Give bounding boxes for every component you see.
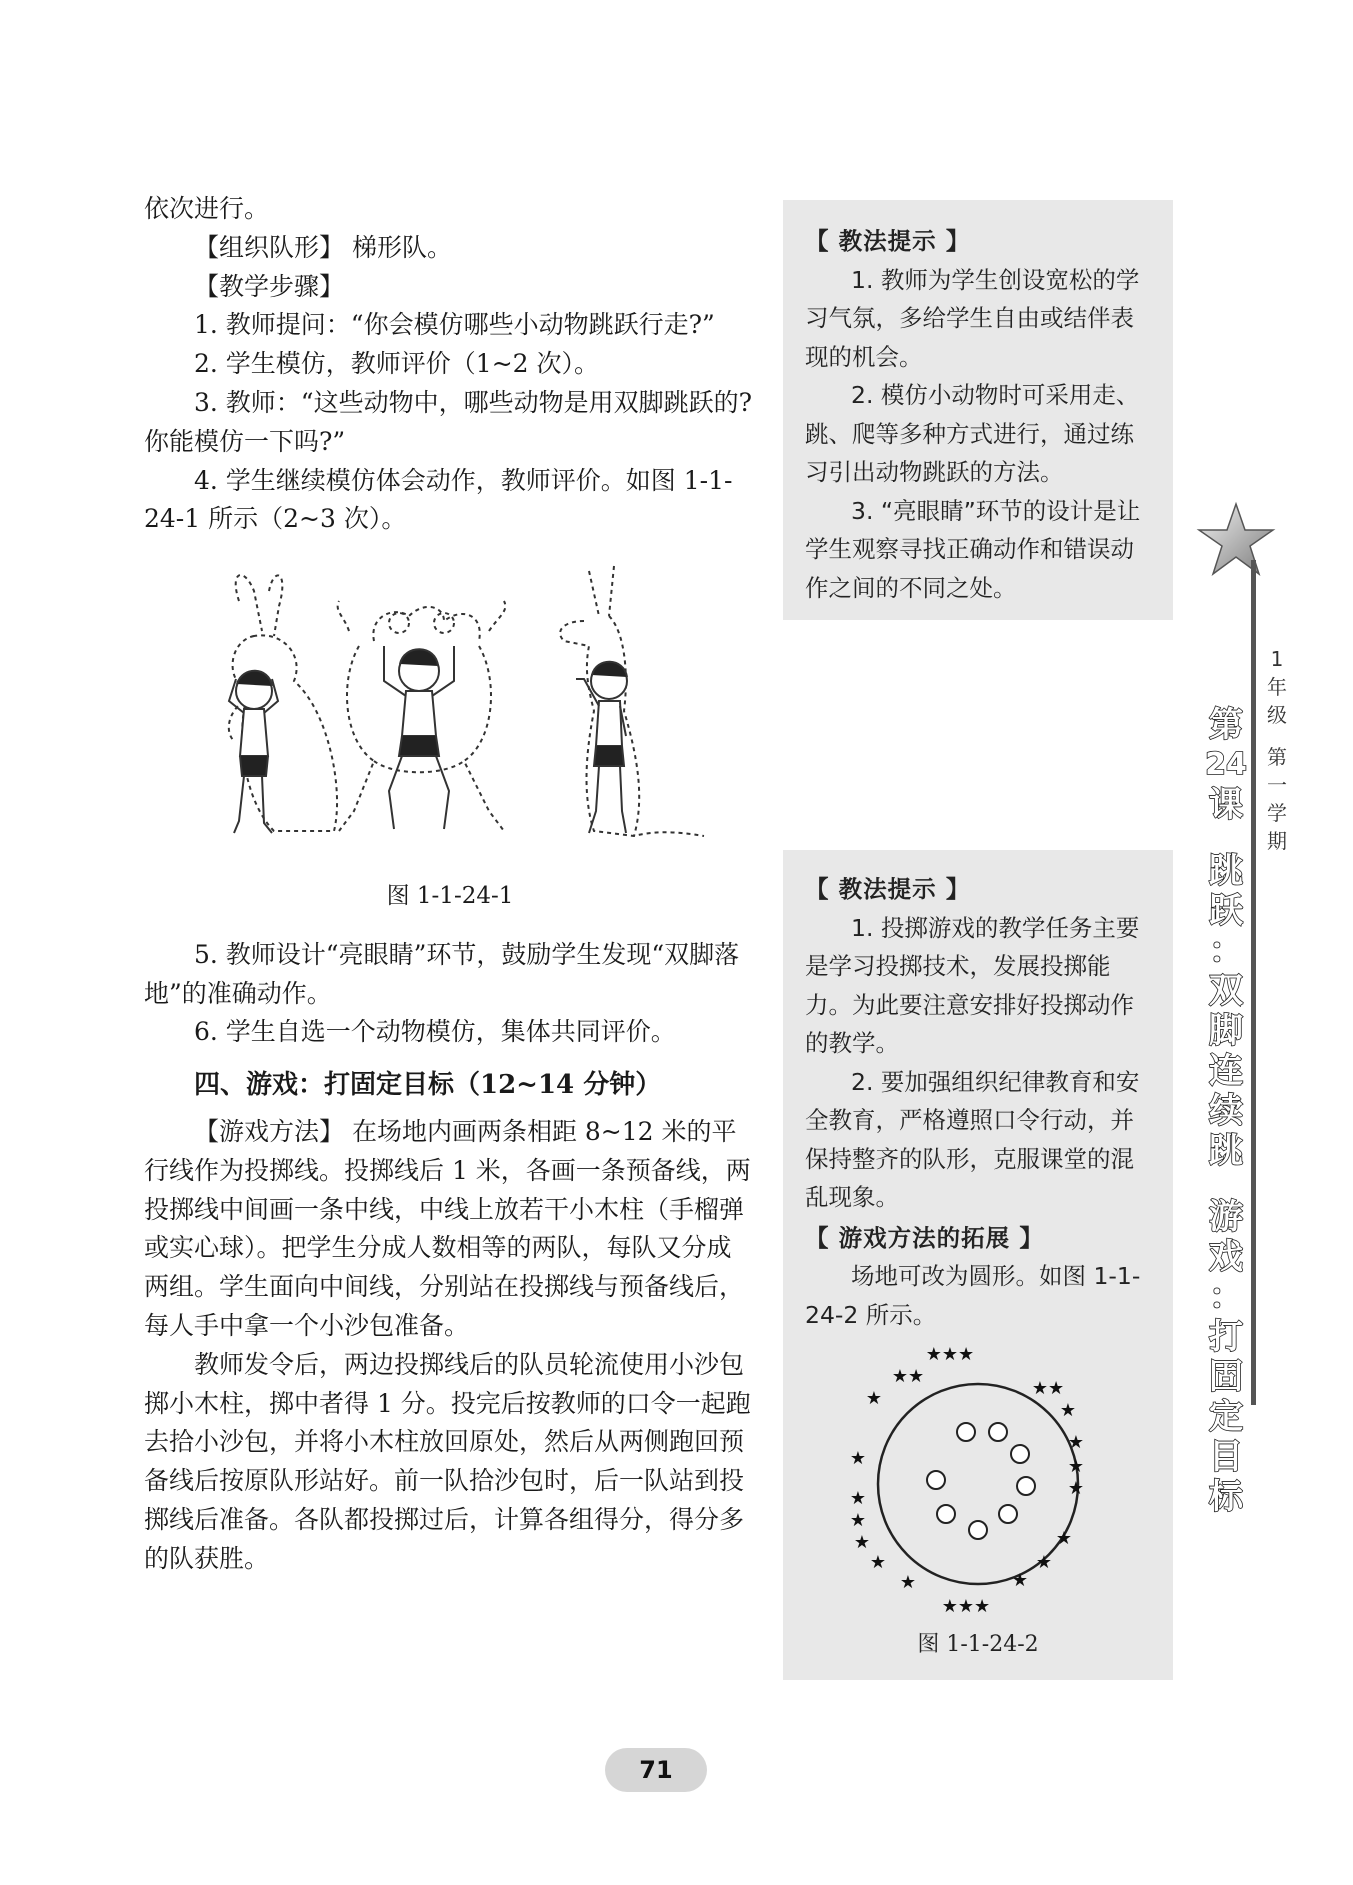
para-step-4: 4. 学生继续模仿体会动作，教师评价。如图 1-1-24-1 所示（2~3 次）。 xyxy=(144,465,733,534)
figure-circle-field xyxy=(838,1344,1118,1624)
child-1 xyxy=(229,671,278,833)
lesson-title-vertical xyxy=(1203,705,1249,1517)
svg-text:★: ★ xyxy=(849,1448,867,1469)
para-step-1: 1. 教师提问：“你会模仿哪些小动物跳跃行走?” xyxy=(194,310,715,340)
para-continue: 依次进行。 xyxy=(144,194,270,223)
para-step-6: 6. 学生自选一个动物模仿，集体共同评价。 xyxy=(194,1017,676,1047)
svg-text:★: ★ xyxy=(1067,1432,1085,1453)
svg-text:★: ★ xyxy=(853,1532,871,1553)
game-extension-text: 场地可改为圆形。如图 1-1-24-2 所示。 xyxy=(805,1262,1141,1329)
lesson-char: 第 xyxy=(1209,705,1243,745)
title-char: 连 xyxy=(1209,1051,1243,1091)
para-step-2: 2. 学生模仿，教师评价（1~2 次）。 xyxy=(194,349,600,379)
game-char: 戏 xyxy=(1209,1237,1243,1277)
svg-text:★: ★ xyxy=(1035,1552,1053,1573)
grade-char: 级 xyxy=(1267,703,1287,727)
para-formation: 【组织队形】 梯形队。 xyxy=(194,232,452,262)
grade-char: 第 xyxy=(1267,745,1287,769)
teaching-tips-box-2 xyxy=(783,850,1173,1680)
svg-text:★: ★ xyxy=(849,1488,867,1509)
game-char: ： xyxy=(1209,1277,1243,1317)
game-char: 标 xyxy=(1209,1477,1243,1517)
para-game-scoring: 教师发令后，两边投掷线后的队员轮流使用小沙包掷小木柱，掷中者得 1 分。投完后按教师的口令一起跑去拾小沙包，并将小木柱放回原处，然后从两侧跑回预备线后按原队形站好。前一队拾沙包时，后一队站到投掷线后准备。各队都投掷过后，计算各组得分，得分多的队获胜。 xyxy=(144,1349,751,1573)
title-char: 跳 xyxy=(1209,851,1243,891)
svg-text:★: ★ xyxy=(1055,1528,1073,1549)
child-3 xyxy=(576,662,627,833)
title-char: ： xyxy=(1209,931,1243,971)
svg-text:★★★: ★★★ xyxy=(925,1344,975,1365)
svg-text:★★: ★★ xyxy=(1031,1378,1065,1399)
figure-animal-imitation xyxy=(144,561,756,861)
tip1-item-2: 2. 模仿小动物时可采用走、跳、爬等多种方式进行，通过练习引出动物跳跃的方法。 xyxy=(805,381,1140,486)
svg-text:★★: ★★ xyxy=(891,1366,925,1387)
para-step-5: 5. 教师设计“亮眼睛”环节，鼓励学生发现“双脚落地”的准确动作。 xyxy=(144,939,740,1008)
grade-char: 期 xyxy=(1267,829,1287,853)
child-2 xyxy=(384,646,454,829)
title-char: 双 xyxy=(1209,971,1243,1011)
para-step-3: 3. 教师：“这些动物中，哪些动物是用双脚跳跃的? 你能模仿一下吗?” xyxy=(144,387,752,456)
svg-text:★: ★ xyxy=(1067,1478,1085,1499)
svg-text:★: ★ xyxy=(1059,1400,1077,1421)
title-char: 跳 xyxy=(1209,1131,1243,1171)
game-char: 固 xyxy=(1209,1357,1243,1397)
figure2-caption: 图 1-1-24-2 xyxy=(917,1632,1039,1657)
title-char: 脚 xyxy=(1209,1011,1243,1051)
grade-char: 年 xyxy=(1267,675,1287,699)
section-title-game: 四、游戏：打固定目标（12~14 分钟） xyxy=(194,1070,662,1101)
tip1-item-1: 1. 教师为学生创设宽松的学习气氛，多给学生自由或结伴表现的机会。 xyxy=(805,265,1140,371)
title-char: 跃 xyxy=(1209,891,1243,931)
game-char: 目 xyxy=(1209,1437,1243,1477)
figure1-caption: 图 1-1-24-1 xyxy=(386,882,514,909)
page-number: 71 xyxy=(605,1748,707,1792)
svg-text:★: ★ xyxy=(849,1510,867,1531)
side-divider-line xyxy=(1251,560,1256,1405)
game-char: 定 xyxy=(1209,1397,1243,1437)
targets-ring xyxy=(927,1423,1035,1539)
para-game-method: 【游戏方法】 在场地内画两条相距 8~12 米的平行线作为投掷线。投掷线后 1 米，各画一条预备线，两投掷线中间画一条中线，中线上放若干小木柱（手榴弹或实心球）。把学生分成人数相等的两队，每队又分成两组。学生面向中间线，分别站在投掷线与预备线后，每人手中拿一个小沙包准备。 xyxy=(144,1116,751,1340)
tips-title-1: 【 教法提示 】 xyxy=(805,227,971,255)
svg-text:★: ★ xyxy=(899,1572,917,1593)
tip2-item-1: 1. 投掷游戏的教学任务主要是学习投掷技术，发展投掷能力。为此要注意安排好投掷动作的教学。 xyxy=(805,913,1140,1057)
grade-semester-label xyxy=(1262,645,1292,855)
star-icon xyxy=(1196,500,1276,580)
grade-char: 学 xyxy=(1267,801,1287,825)
kangaroo-outline xyxy=(560,566,704,836)
svg-text:★: ★ xyxy=(869,1552,887,1573)
lesson-char: 课 xyxy=(1209,785,1243,825)
game-char: 游 xyxy=(1209,1197,1243,1237)
para-steps-heading: 【教学步骤】 xyxy=(194,271,345,301)
title-char: 续 xyxy=(1209,1091,1243,1131)
grade-char: 一 xyxy=(1267,773,1287,797)
tip2-item-2: 2. 要加强组织纪律教育和安全教育，严格遵照口令行动，并保持整齐的队形，克服课堂的混乱现象。 xyxy=(805,1067,1140,1211)
svg-text:★: ★ xyxy=(1067,1456,1085,1477)
svg-text:★: ★ xyxy=(865,1388,883,1409)
grade-char: 1 xyxy=(1270,647,1284,671)
lesson-number: 24 xyxy=(1205,747,1247,782)
tips-title-2: 【 教法提示 】 xyxy=(805,875,971,903)
game-extension-title: 【 游戏方法的拓展 】 xyxy=(805,1223,1044,1252)
tip1-item-3: 3. “亮眼睛”环节的设计是让学生观察寻找正确动作和错误动作之间的不同之处。 xyxy=(805,496,1141,602)
teaching-tips-box-1 xyxy=(783,200,1173,620)
svg-text:★: ★ xyxy=(1011,1570,1029,1591)
svg-text:★★★: ★★★ xyxy=(941,1596,991,1617)
game-char: 打 xyxy=(1209,1317,1243,1357)
main-column xyxy=(144,190,756,1579)
